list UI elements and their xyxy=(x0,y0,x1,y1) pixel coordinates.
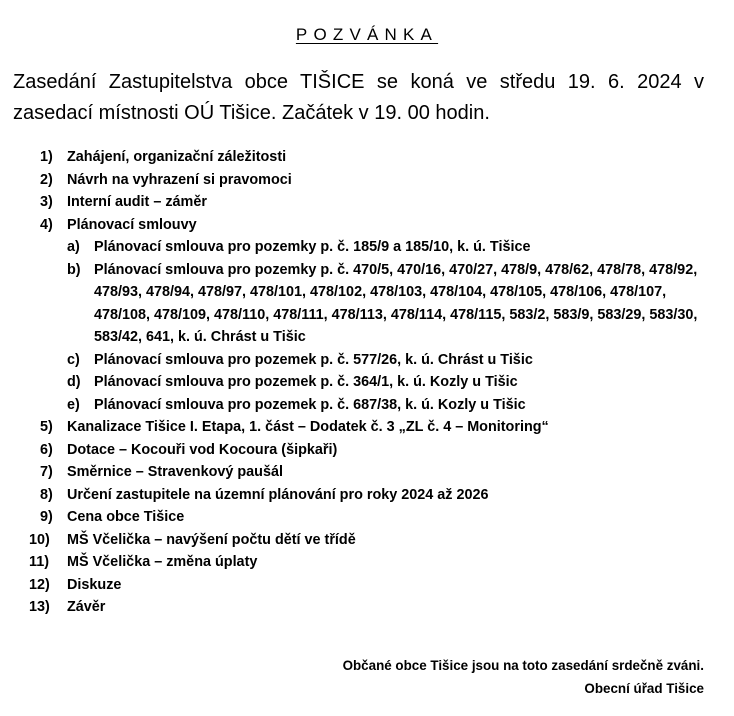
item-number: 13) xyxy=(29,599,50,615)
item-text: Dotace – Kocouři vod Kocoura (šipkaři) xyxy=(67,441,338,458)
subitem-text: Plánovací smlouva pro pozemek p. č. 364/1, k. ú. Kozly u Tišic xyxy=(94,374,518,390)
invitation-text: Občané obce Tišice jsou na toto zasedání srdečně zváni. xyxy=(342,658,704,673)
item-text: Interní audit – záměr xyxy=(67,194,207,210)
item-number: 9) xyxy=(40,509,53,525)
item-text: MŠ Včelička – změna úplaty xyxy=(67,554,258,570)
footer xyxy=(343,654,704,700)
agenda-item xyxy=(40,461,700,484)
item-number: 6) xyxy=(40,441,53,458)
subitem-letter: c) xyxy=(67,351,80,368)
item-text: Diskuze xyxy=(67,576,122,593)
agenda-item xyxy=(40,484,700,507)
item-text: Závěr xyxy=(67,599,106,615)
agenda-item xyxy=(40,146,700,169)
agenda-subitem xyxy=(40,236,700,259)
agenda-item xyxy=(40,416,700,439)
item-number: 8) xyxy=(40,486,53,503)
agenda-item xyxy=(40,169,700,192)
agenda-subitem xyxy=(40,349,700,372)
subitem-text: Plánovací smlouva pro pozemek p. č. 687/38, k. ú. Kozly u Tišic xyxy=(94,396,526,413)
agenda-list xyxy=(29,146,700,619)
agenda-item xyxy=(29,551,700,574)
item-number: 1) xyxy=(40,149,53,165)
item-number: 7) xyxy=(40,464,53,480)
subitem-letter: e) xyxy=(67,396,80,413)
agenda-subitem xyxy=(40,394,700,417)
agenda-item xyxy=(29,574,700,597)
item-number: 4) xyxy=(40,216,53,233)
subitem-text: Plánovací smlouva pro pozemky p. č. 185/9 a 185/10, k. ú. Tišice xyxy=(94,239,531,255)
subitem-letter: a) xyxy=(67,239,80,255)
subitem-text: Plánovací smlouva pro pozemky p. č. 470/5, 470/16, 470/27, 478/9, 478/62, 478/78, 478/92, 478/93, 478/94, 478/97, 478/101, 478/102, 478/103, 478/104, 478/105, 478/106, 478/107, 478/108, 478/109, 478/110, 478/111, 478/113, 478/114, 478/115, 583/2, 583/9, 583/29, 583/30, 583/42, 641, k. ú. Chrást u Tišic xyxy=(94,261,698,345)
agenda-item xyxy=(29,596,700,619)
agenda-subitem xyxy=(40,371,700,394)
item-text: Směrnice – Stravenkový paušál xyxy=(67,464,283,480)
item-text: MŠ Včelička – navýšení počtu dětí ve třídě xyxy=(67,531,356,548)
agenda-item xyxy=(40,214,700,237)
agenda-item xyxy=(29,529,700,552)
meeting-announcement: Zasedání Zastupitelstva obce TIŠICE se koná ve středu 19. 6. 2024 v zasedací místnosti OÚ Tišice. Začátek v 19. 00 hodin. xyxy=(13,71,704,124)
item-text: Kanalizace Tišice I. Etapa, 1. část – Dodatek č. 3 „ZL č. 4 – Monitoring“ xyxy=(67,419,549,435)
item-number: 3) xyxy=(40,194,53,210)
agenda-item xyxy=(40,439,700,462)
subitem-letter: b) xyxy=(67,261,81,278)
item-text: Návrh na vyhrazení si pravomoci xyxy=(67,171,292,188)
item-text: Plánovací smlouvy xyxy=(67,216,197,233)
item-text: Zahájení, organizační záležitosti xyxy=(67,149,287,165)
item-number: 11) xyxy=(29,554,50,570)
item-number: 10) xyxy=(29,531,50,548)
subitem-text: Plánovací smlouva pro pozemek p. č. 577/26, k. ú. Chrást u Tišic xyxy=(94,351,533,368)
item-text: Cena obce Tišice xyxy=(67,509,185,525)
item-number: 5) xyxy=(40,419,53,435)
agenda-item xyxy=(40,506,700,529)
agenda-subitem xyxy=(40,259,700,349)
agenda-item xyxy=(40,191,700,214)
item-number: 2) xyxy=(40,171,53,188)
item-text: Určení zastupitele na územní plánování pro roky 2024 až 2026 xyxy=(67,486,489,503)
signature: Obecní úřad Tišice xyxy=(584,681,704,696)
subitem-letter: d) xyxy=(67,374,81,390)
document-title: POZVÁNKA xyxy=(295,25,439,44)
item-number: 12) xyxy=(29,576,50,593)
